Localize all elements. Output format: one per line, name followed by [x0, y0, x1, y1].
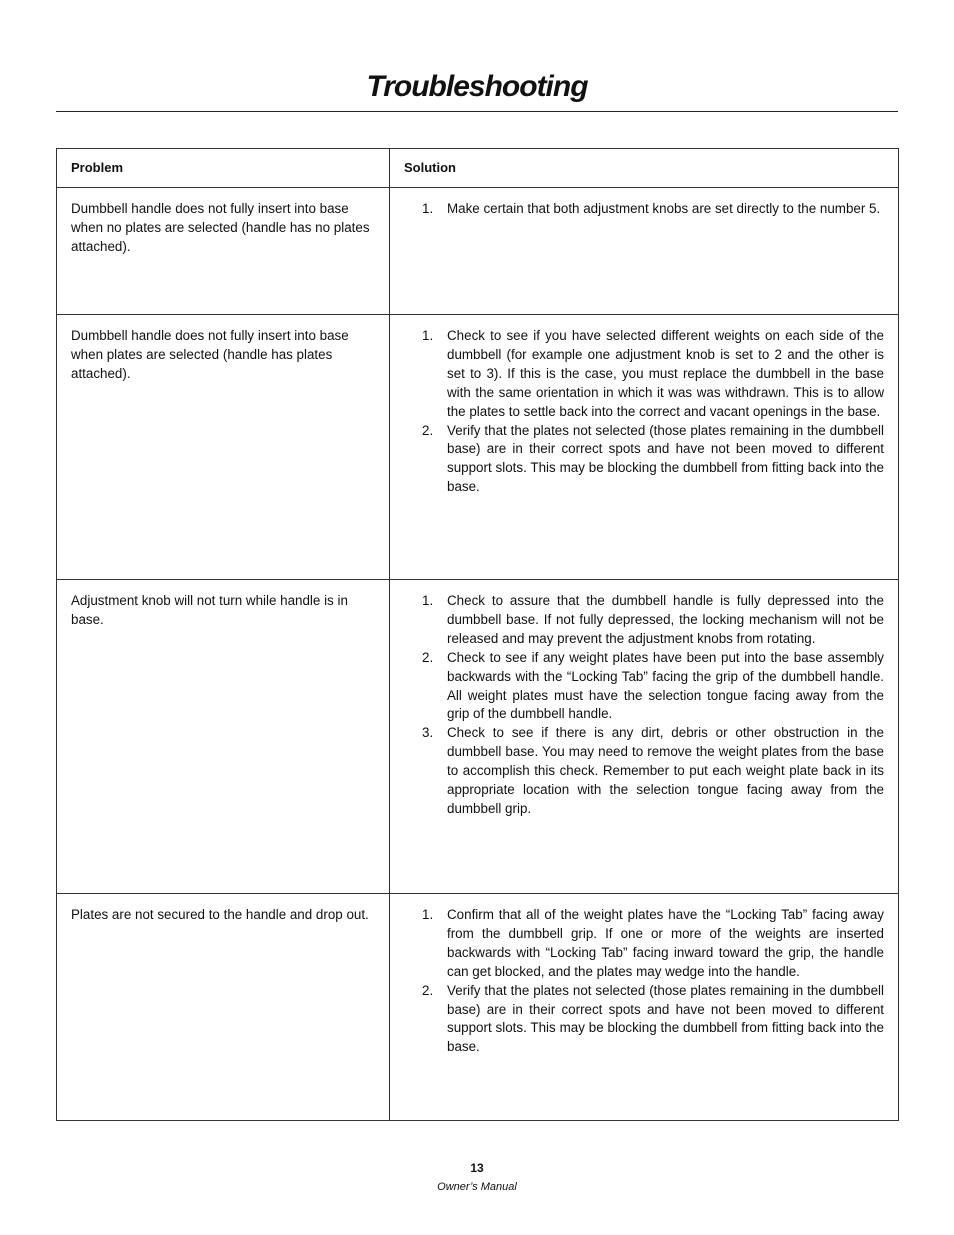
step-text: Verify that the plates not selected (those plates remaining in the dumbbell base) are in their correct spots and have not been moved to different support slots. This may be blocking the dumbbell from fitting back into the base. — [447, 422, 884, 495]
solution-cell — [390, 580, 899, 894]
solution-item — [404, 982, 884, 1058]
step-number: 2. — [422, 982, 434, 998]
step-text: Make certain that both adjustment knobs are set directly to the number 5. — [447, 201, 881, 216]
step-number: 3. — [422, 725, 434, 741]
step-number: 1. — [422, 328, 434, 343]
step-text: Check to see if you have selected different weights on each side of the dumbbell (for example one adjustment knob is set to 2 and the other is set to 3). If this is the case, you must replace the dumbbell in the base with the same orientation in which it was was withdrawn. This is to allow the plates to settle back into the correct and vacant openings in the base. — [447, 328, 884, 419]
problem-column-header: Problem — [57, 149, 390, 188]
problem-cell: Dumbbell handle does not fully insert into base when plates are selected (handle has plates attached). — [57, 315, 390, 580]
solution-column-header: Solution — [390, 149, 899, 188]
table-header-row — [57, 149, 899, 188]
step-number: 1. — [422, 593, 434, 608]
table-row — [57, 894, 899, 1121]
solution-cell — [390, 188, 899, 315]
title-divider — [56, 111, 898, 112]
step-text: Check to assure that the dumbbell handle is fully depressed into the dumbbell base. If not fully depressed, the locking mechanism will not be released and may prevent the adjustment knobs from rotating. — [447, 593, 884, 646]
solution-cell — [390, 315, 899, 580]
solution-list — [404, 906, 884, 1057]
solution-item — [404, 592, 884, 649]
page-number: 13 — [470, 1161, 484, 1175]
step-text: Confirm that all of the weight plates have the “Locking Tab” facing away from the dumbbell grip. If one or more of the weights are inserted backwards with “Locking Tab” facing inward toward the grip, the handle can get blocked, and the plates may wedge into the handle. — [447, 907, 884, 979]
solution-list — [404, 200, 884, 219]
solution-list — [404, 327, 884, 497]
step-text: Check to see if there is any dirt, debris or other obstruction in the dumbbell base. You may need to remove the weight plates from the base to accomplish this check. Remember to put each weight plate back in its appropriate location with the selection tongue facing away from the dumbbell grip. — [447, 725, 884, 816]
solution-cell — [390, 894, 899, 1121]
step-number: 1. — [422, 907, 434, 922]
solution-item — [404, 724, 884, 819]
solution-item — [404, 422, 884, 498]
solution-item — [404, 906, 884, 982]
footer-label: Owner’s Manual — [437, 1181, 517, 1193]
table-row — [57, 315, 899, 580]
problem-cell: Dumbbell handle does not fully insert into base when no plates are selected (handle has no plates attached). — [57, 188, 390, 315]
step-text: Check to see if any weight plates have been put into the base assembly backwards with the “Locking Tab” facing the grip of the dumbbell handle. All weight plates must have the selection tongue facing away from the grip of the dumbbell handle. — [447, 649, 884, 722]
problem-cell: Adjustment knob will not turn while handle is in base. — [57, 580, 390, 894]
solution-list — [404, 592, 884, 819]
step-text: Verify that the plates not selected (those plates remaining in the dumbbell base) are in their correct spots and have not been moved to different support slots. This may be blocking the dumbbell from fitting back into the base. — [447, 982, 884, 1055]
table-row — [57, 580, 899, 894]
step-number: 2. — [422, 649, 434, 665]
step-number: 2. — [422, 422, 434, 438]
page-title: Troubleshooting — [366, 70, 588, 103]
table-row — [57, 188, 899, 315]
problem-cell: Plates are not secured to the handle and drop out. — [57, 894, 390, 1121]
solution-item — [404, 649, 884, 725]
troubleshooting-table — [56, 148, 899, 1121]
step-number: 1. — [422, 201, 434, 216]
solution-item — [404, 327, 884, 422]
solution-item — [404, 200, 884, 219]
